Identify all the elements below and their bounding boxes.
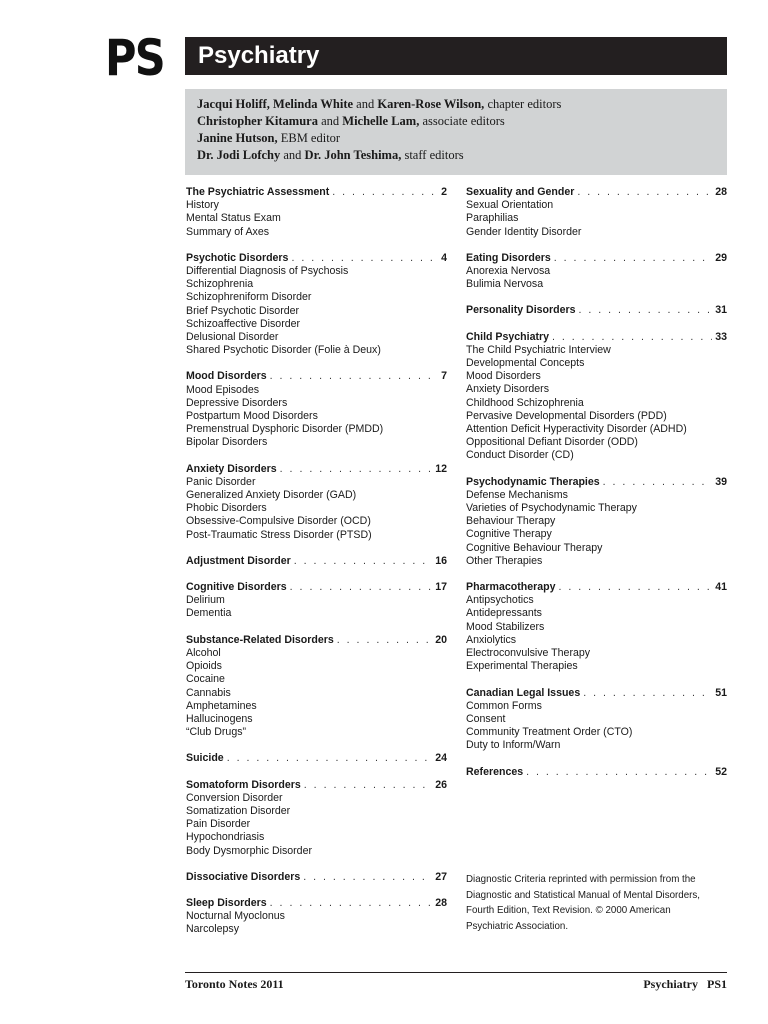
editor-role: associate editors bbox=[419, 114, 505, 128]
toc-subtopic[interactable]: The Child Psychiatric Interview bbox=[466, 343, 611, 356]
editor-line bbox=[197, 130, 561, 147]
toc-subtopic[interactable]: Generalized Anxiety Disorder (GAD) bbox=[186, 489, 357, 502]
toc-leader-dots bbox=[227, 752, 433, 765]
toc-subtopic[interactable]: Cannabis bbox=[186, 686, 231, 699]
toc-section-title: Personality Disorders bbox=[466, 304, 576, 317]
toc-subtopic[interactable]: Differential Diagnosis of Psychosis bbox=[186, 265, 349, 278]
toc-section-heading[interactable] bbox=[186, 252, 447, 265]
editor-name: Janine Hutson, bbox=[197, 131, 278, 145]
toc-subtopic[interactable]: Somatization Disorder bbox=[186, 804, 291, 817]
editor-name: Dr. Jodi Lofchy bbox=[197, 148, 281, 162]
toc-subtopic[interactable]: Opioids bbox=[186, 660, 222, 673]
toc-section-title: Child Psychiatry bbox=[466, 330, 550, 343]
toc-subtopic[interactable]: Alcohol bbox=[186, 646, 221, 659]
toc-subtopic[interactable]: Phobic Disorders bbox=[186, 502, 267, 515]
toc-section bbox=[186, 581, 447, 621]
toc-subtopic[interactable]: Post-Traumatic Stress Disorder (PTSD) bbox=[186, 528, 372, 541]
toc-subtopic[interactable]: Mood Episodes bbox=[186, 383, 260, 396]
toc-section-title: Psychodynamic Therapies bbox=[466, 475, 600, 488]
toc-subtopic[interactable]: Hallucinogens bbox=[186, 712, 253, 725]
toc-subtopic[interactable]: Cognitive Therapy bbox=[466, 528, 552, 541]
toc-section-heading[interactable] bbox=[186, 370, 447, 383]
toc-page-number: 17 bbox=[435, 581, 447, 594]
toc-section bbox=[186, 871, 447, 884]
toc-section bbox=[186, 634, 447, 740]
toc-subtopic[interactable]: Oppositional Defiant Disorder (ODD) bbox=[466, 436, 638, 449]
toc-subtopic[interactable]: Conduct Disorder (CD) bbox=[466, 449, 574, 462]
toc-right-column bbox=[466, 186, 727, 792]
toc-leader-dots bbox=[603, 476, 713, 489]
toc-leader-dots bbox=[337, 634, 432, 647]
toc-section bbox=[186, 752, 447, 765]
toc-page-number: 28 bbox=[715, 186, 727, 198]
toc-section bbox=[466, 304, 727, 317]
toc-section-title: Anxiety Disorders bbox=[186, 462, 277, 475]
toc-leader-dots bbox=[577, 186, 712, 199]
toc-subtopic[interactable]: Community Treatment Order (CTO) bbox=[466, 726, 633, 739]
toc-subtopic[interactable]: Shared Psychotic Disorder (Folie à Deux) bbox=[186, 344, 381, 357]
toc-page-number: 39 bbox=[715, 475, 727, 488]
toc-section-heading[interactable] bbox=[466, 766, 727, 779]
toc-page-number: 51 bbox=[715, 686, 727, 699]
toc-subtopic[interactable]: Narcolepsy bbox=[186, 923, 239, 936]
toc-leader-dots bbox=[294, 555, 432, 568]
toc-section-title: The Psychiatric Assessment bbox=[186, 186, 330, 198]
toc-subtopic[interactable]: Antidepressants bbox=[466, 607, 542, 620]
toc-page-number: 7 bbox=[441, 370, 447, 383]
toc-section-heading[interactable] bbox=[466, 304, 727, 317]
toc-subtopic[interactable]: Mood Disorders bbox=[466, 370, 541, 383]
toc-subtopic[interactable]: Developmental Concepts bbox=[466, 357, 585, 370]
editor-line bbox=[197, 113, 561, 130]
toc-section bbox=[466, 186, 727, 239]
editor-role: and bbox=[353, 97, 378, 111]
editor-role: chapter editors bbox=[484, 97, 562, 111]
toc-section-heading[interactable] bbox=[466, 186, 727, 199]
editors-box bbox=[185, 89, 727, 175]
editor-name: Dr. John Teshima, bbox=[304, 148, 402, 162]
toc-section-title: Sexuality and Gender bbox=[466, 186, 575, 198]
toc-leader-dots bbox=[332, 186, 438, 199]
editor-name: Jacqui Holiff, Melinda White bbox=[197, 97, 354, 111]
toc-subtopic[interactable]: Cognitive Behaviour Therapy bbox=[466, 541, 603, 554]
chapter-code: PS bbox=[105, 29, 165, 87]
footer-page-label: Psychiatry PS1 bbox=[643, 977, 727, 991]
toc-leader-dots bbox=[526, 766, 712, 779]
toc-section-title: Cognitive Disorders bbox=[186, 581, 287, 594]
toc-page-number: 27 bbox=[435, 870, 447, 883]
toc-page-number: 12 bbox=[435, 462, 447, 475]
toc-page-number: 26 bbox=[435, 778, 447, 791]
editor-name: Christopher Kitamura bbox=[197, 114, 318, 128]
toc-page-number: 20 bbox=[435, 633, 447, 646]
editor-line bbox=[197, 96, 561, 113]
toc-subtopic[interactable]: Antipsychotics bbox=[466, 594, 534, 607]
toc-section-title: References bbox=[466, 765, 524, 778]
toc-leader-dots bbox=[280, 463, 433, 476]
toc-section-heading[interactable] bbox=[186, 871, 447, 884]
toc-subtopic[interactable]: Premenstrual Dysphoric Disorder (PMDD) bbox=[186, 423, 384, 436]
toc-subtopic[interactable]: Depressive Disorders bbox=[186, 396, 288, 409]
toc-subtopic[interactable]: Panic Disorder bbox=[186, 475, 256, 488]
toc-subtopic[interactable]: Schizophreniform Disorder bbox=[186, 291, 312, 304]
toc-leader-dots bbox=[554, 252, 712, 265]
toc-section-heading[interactable] bbox=[186, 555, 447, 568]
toc-subtopic[interactable]: Anxiety Disorders bbox=[466, 383, 550, 396]
toc-subtopic[interactable]: Dementia bbox=[186, 607, 232, 620]
toc-subtopic[interactable]: Varieties of Psychodynamic Therapy bbox=[466, 502, 637, 515]
toc-subtopic[interactable]: Body Dysmorphic Disorder bbox=[186, 844, 312, 857]
toc-subtopic[interactable]: Defense Mechanisms bbox=[466, 488, 568, 501]
toc-section-title: Mood Disorders bbox=[186, 370, 267, 383]
toc-section bbox=[466, 766, 727, 779]
toc-subtopic[interactable]: Bulimia Nervosa bbox=[466, 278, 544, 291]
toc-subtopic[interactable]: Pain Disorder bbox=[186, 818, 251, 831]
toc-subtopic[interactable]: Bipolar Disorders bbox=[186, 436, 268, 449]
toc-section-heading[interactable] bbox=[186, 779, 447, 792]
toc-leader-dots bbox=[583, 687, 712, 700]
toc-leader-dots bbox=[303, 871, 432, 884]
toc-subtopic[interactable]: Paraphilias bbox=[466, 212, 519, 225]
toc-page-number: 29 bbox=[715, 251, 727, 264]
toc-subtopic[interactable]: Delirium bbox=[186, 594, 225, 607]
toc-page-number: 28 bbox=[435, 896, 447, 909]
toc-leader-dots bbox=[270, 897, 433, 910]
toc-section-title: Psychotic Disorders bbox=[186, 251, 289, 264]
toc-page-number: 52 bbox=[715, 765, 727, 778]
toc-section-title: Pharmacotherapy bbox=[466, 581, 556, 594]
toc-subtopic[interactable]: Anxiolytics bbox=[466, 633, 517, 646]
toc-section bbox=[466, 581, 727, 673]
editor-role: and bbox=[280, 148, 305, 162]
toc-subtopic[interactable]: Conversion Disorder bbox=[186, 791, 283, 804]
toc-subtopic[interactable]: Anorexia Nervosa bbox=[466, 265, 551, 278]
toc-section-heading[interactable] bbox=[466, 581, 727, 594]
toc-section-heading[interactable] bbox=[466, 331, 727, 344]
toc-subtopic[interactable]: Summary of Axes bbox=[186, 225, 270, 238]
toc-section bbox=[186, 186, 447, 239]
toc-page-number: 41 bbox=[715, 581, 727, 594]
footer-book-title: Toronto Notes 2011 bbox=[185, 977, 284, 991]
toc-section-heading[interactable] bbox=[186, 897, 447, 910]
toc-section-heading[interactable] bbox=[466, 252, 727, 265]
toc-leader-dots bbox=[559, 581, 713, 594]
toc-page-number: 33 bbox=[715, 330, 727, 343]
toc-leader-dots bbox=[304, 779, 432, 792]
toc-leader-dots bbox=[552, 331, 712, 344]
toc-section-title: Substance-Related Disorders bbox=[186, 633, 334, 646]
toc-subtopic[interactable]: Common Forms bbox=[466, 699, 542, 712]
toc-subtopic[interactable]: History bbox=[186, 199, 219, 212]
toc-subtopic[interactable]: Mental Status Exam bbox=[186, 212, 281, 225]
editor-line bbox=[197, 147, 561, 164]
toc-section-heading[interactable] bbox=[186, 581, 447, 594]
toc-section bbox=[186, 463, 447, 542]
chapter-title: Psychiatry bbox=[198, 42, 320, 69]
toc-leader-dots bbox=[579, 304, 713, 317]
editor-name: Karen-Rose Wilson, bbox=[377, 97, 485, 111]
toc-subtopic[interactable]: Brief Psychotic Disorder bbox=[186, 304, 300, 317]
editors-list bbox=[197, 96, 561, 164]
footer-rule bbox=[185, 972, 727, 973]
toc-section bbox=[466, 252, 727, 292]
toc-section-title: Canadian Legal Issues bbox=[466, 686, 581, 699]
toc-subtopic[interactable]: Schizophrenia bbox=[186, 278, 254, 291]
toc-section-heading[interactable] bbox=[186, 634, 447, 647]
toc-leader-dots bbox=[270, 370, 438, 383]
toc-section-heading[interactable] bbox=[466, 476, 727, 489]
toc-section-heading[interactable] bbox=[186, 752, 447, 765]
toc-section-title: Eating Disorders bbox=[466, 251, 551, 264]
toc-subtopic[interactable]: Consent bbox=[466, 712, 506, 725]
toc-section-title: Dissociative Disorders bbox=[186, 870, 301, 883]
toc-page-number: 31 bbox=[715, 304, 727, 317]
toc-subtopic[interactable]: Pervasive Developmental Disorders (PDD) bbox=[466, 409, 667, 422]
toc-subtopic[interactable]: Attention Deficit Hyperactivity Disorder (ADHD) bbox=[466, 423, 687, 436]
toc-section bbox=[186, 555, 447, 568]
toc-subtopic[interactable]: Duty to Inform/Warn bbox=[466, 739, 561, 752]
toc-leader-dots bbox=[291, 252, 438, 265]
toc-section-title: Adjustment Disorder bbox=[186, 554, 291, 567]
toc-subtopic[interactable]: Cocaine bbox=[186, 673, 225, 686]
editor-name: Michelle Lam, bbox=[342, 114, 420, 128]
toc-page-number: 2 bbox=[441, 186, 447, 198]
editor-role: EBM editor bbox=[277, 131, 341, 145]
toc-subtopic[interactable]: Gender Identity Disorder bbox=[466, 225, 582, 238]
toc-section bbox=[466, 687, 727, 753]
toc-page-number: 4 bbox=[441, 251, 447, 264]
toc-subtopic[interactable]: Amphetamines bbox=[186, 699, 257, 712]
toc-subtopic[interactable]: Delusional Disorder bbox=[186, 331, 279, 344]
toc-subtopic[interactable]: Hypochondriasis bbox=[186, 831, 265, 844]
chapter-title-bar bbox=[185, 37, 727, 75]
toc-left-column bbox=[186, 186, 447, 950]
toc-subtopic[interactable]: Behaviour Therapy bbox=[466, 515, 556, 528]
toc-section-title: Somatoform Disorders bbox=[186, 778, 301, 791]
toc-subtopic[interactable]: Obsessive-Compulsive Disorder (OCD) bbox=[186, 515, 371, 528]
toc-leader-dots bbox=[290, 581, 433, 594]
toc-page-number: 24 bbox=[435, 752, 447, 765]
toc-section bbox=[186, 779, 447, 858]
toc-section-heading[interactable] bbox=[186, 186, 447, 199]
toc-section bbox=[466, 331, 727, 463]
toc-subtopic[interactable]: Childhood Schizophrenia bbox=[466, 396, 584, 409]
toc-subtopic[interactable]: Experimental Therapies bbox=[466, 660, 578, 673]
toc-section-title: Sleep Disorders bbox=[186, 896, 267, 909]
toc-subtopic[interactable]: Postpartum Mood Disorders bbox=[186, 410, 318, 423]
toc-section-title: Suicide bbox=[186, 752, 224, 765]
toc-section bbox=[186, 370, 447, 449]
editor-role: staff editors bbox=[401, 148, 464, 162]
toc-subtopic[interactable]: Mood Stabilizers bbox=[466, 620, 545, 633]
credit-note: Diagnostic Criteria reprinted with permission from the Diagnostic and Statistical Manual of Mental Disorders, Fourth Edition, Text Revision. © 2000 American Psychiatric Association. bbox=[466, 874, 700, 932]
toc-subtopic[interactable]: Sexual Orientation bbox=[466, 199, 554, 212]
toc-section bbox=[186, 897, 447, 937]
toc-section bbox=[186, 252, 447, 358]
toc-subtopic[interactable]: “Club Drugs” bbox=[186, 726, 247, 739]
toc-section bbox=[466, 476, 727, 568]
toc-page-number: 16 bbox=[435, 554, 447, 567]
toc-section-heading[interactable] bbox=[186, 463, 447, 476]
toc-subtopic[interactable]: Schizoaffective Disorder bbox=[186, 317, 301, 330]
toc-subtopic[interactable]: Nocturnal Myoclonus bbox=[186, 910, 285, 923]
toc-section-heading[interactable] bbox=[466, 687, 727, 700]
toc-subtopic[interactable]: Electroconvulsive Therapy bbox=[466, 647, 591, 660]
editor-role: and bbox=[317, 114, 343, 128]
toc-subtopic[interactable]: Other Therapies bbox=[466, 554, 543, 567]
